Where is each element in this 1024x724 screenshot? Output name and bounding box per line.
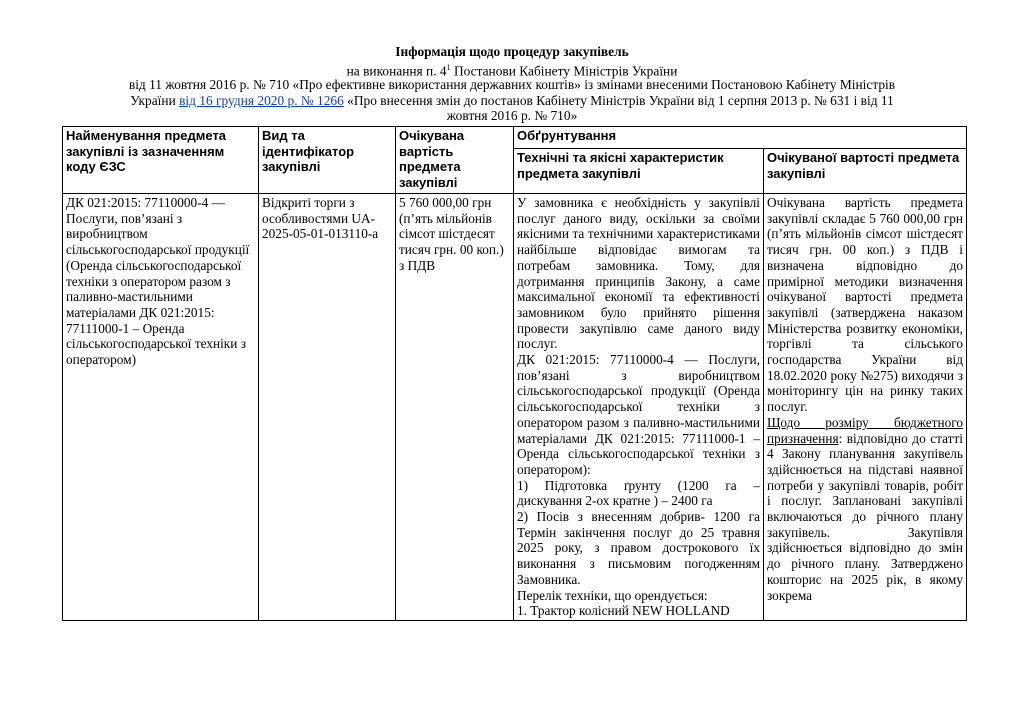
tech-paragraph-5: Перелік техніки, що орендується: (517, 587, 708, 603)
cell-cost-justification (764, 194, 967, 621)
header-line-4-text: України (130, 93, 176, 108)
tech-paragraph-1: У замовника є необхідність у закупівлі послуг даного виду, оскільки за своїми якісними та технічними характеристиками найбільше відповідає вимогам та потребам замовника. Тому, для дотримання принципів Закону, а саме максимальної економії та ефективності замовником було прийнято рішення провести закупівлю саме даного виду послуг. (517, 195, 760, 352)
tech-paragraph-2: ДК 021:2015: 77110000-4 — Послуги, пов’язані з виробництвом сільськогосподарської продукції (Оренда сільськогосподарської техніки з оператором разом з паливно-мастильними матеріалами ДК 021:2015: 77111000-1 – Оренда сільськогосподарської техніки з оператором): (517, 352, 760, 477)
header-justification: Обґрунтування (514, 127, 967, 149)
procurement-table (62, 126, 967, 621)
cell-procedure: Відкриті торги з особливостями UA-2025-05-01-013110-a (259, 194, 396, 621)
header-item-name: Найменування предмета закупівлі із зазначенням коду ЄЗС (63, 127, 259, 194)
header-technical: Технічні та якісні характеристик предмета закупівлі (514, 149, 764, 194)
cell-expected-cost: 5 760 000,00 грн (п’ять мільйонів сімсот шістдесят тисяч грн. 00 коп.) з ПДВ (396, 194, 514, 621)
budget-heading: Щодо розміру бюджетного призначення (767, 414, 963, 446)
cost-paragraph-1: Очікувана вартість предмета закупівлі складає 5 760 000,00 грн (п’ять мільйонів сімсот шістдесят тисяч грн. 00 коп.) з ПДВ і визначена відповідно до примірної методики визначення очікуваної вартості предмета закупівлі (затверджена наказом Міністерства розвитку економіки, торгівлі та сільського господарства України від 18.02.2020 року №275) виходячи з моніторингу цін на ринку таких послуг. (767, 195, 963, 415)
superscript: 1 (446, 63, 451, 72)
document-title: Інформація щодо процедур закупівель (395, 44, 629, 59)
header-line-5: жовтня 2016 р. № 710» (446, 108, 578, 123)
tech-paragraph-3: 1) Підготовка ґрунту (1200 га – дискування 2-ох кратне ) – 2400 га (517, 477, 760, 509)
cell-item-name: ДК 021:2015: 77110000-4 — Послуги, пов’язані з виробництвом сільськогосподарської продукції (Оренда сільськогосподарської техніки з оператором разом з паливно-мастильними матеріалами ДК 021:2015: 77111000-1 – Оренда сільськогосподарської техніки з оператором) (63, 194, 259, 621)
budget-text: : відповідно до статті 4 Закону планування закупівель здійснюється на підставі наявної потреби у закупівлі товарів, робіт і послуг. Заплановані закупівлі включаються до річного плану закупівель. Закупівля здійснюється відповідно до змін до річного плану. Затверджено кошторис на 2025 рік, в якому зокрема (767, 430, 963, 603)
tech-paragraph-4: 2) Посів з внесенням добрив- 1200 га Термін закінчення послуг до 25 травня 2025 року, з правом дострокового їх виконання з письмовим погодженням Замовника. (517, 509, 760, 587)
header-procedure: Вид та ідентифікатор закупівлі (259, 127, 396, 194)
header-line-2-text: на виконання п. 4 (346, 63, 447, 79)
header-line-2 (0, 60, 1024, 78)
cell-technical (514, 194, 764, 621)
header-line-3: від 11 жовтня 2016 р. № 710 «Про ефективне використання державних коштів» із змінами внесеними Постановою Кабінету Міністрів (128, 77, 896, 92)
cost-paragraph-2 (767, 415, 963, 603)
resolution-link[interactable]: від 16 грудня 2020 р. № 1266 (179, 93, 344, 108)
header-cost-justification: Очікуваної вартості предмета закупівлі (764, 149, 967, 194)
header-expected-cost: Очікувана вартість предмета закупівлі (396, 127, 514, 194)
header-line-4-tail: «Про внесення змін до постанов Кабінету Міністрів України від 1 серпня 2013 р. № 631 і від 11 (343, 93, 894, 108)
header-line-2-tail: Постанови Кабінету Міністрів України (450, 63, 678, 79)
table-row (63, 194, 967, 621)
header-line-4 (0, 93, 1024, 108)
tech-paragraph-6: 1. Трактор колісний NEW HOLLAND (517, 603, 730, 619)
